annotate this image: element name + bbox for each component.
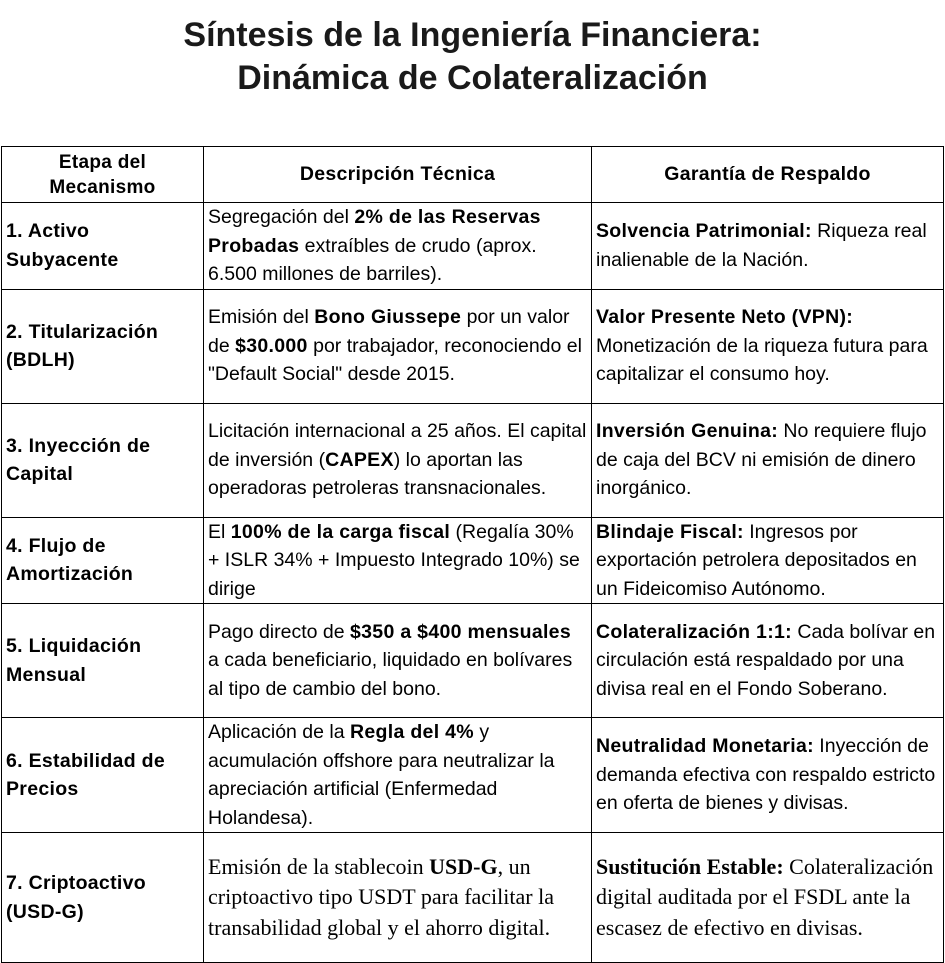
stage-cell: 4. Flujo de Amortización [2,517,204,604]
description-cell [204,833,592,963]
stage-cell: 7. Criptoactivo (USD-G) [2,833,204,963]
text-segment: Colateralización digital auditada por el FSDL ante la escasez de efectivo en divisas. [596,853,934,940]
page-title [0,14,945,100]
bold-text: Colateralización 1:1: [596,620,792,643]
table-row [2,289,944,403]
text-segment: , un criptoactivo tipo USDT para facilitar la transabilidad global y el ahorro digital. [208,853,554,940]
text-segment: Cada bolívar en circulación está respaldado por una divisa real en el Fondo Soberano. [596,620,936,700]
bold-text: 100% de la carga fiscal [230,520,451,543]
table-row [2,203,944,290]
bold-text: Valor Presente Neto (VPN): [596,306,854,329]
bold-text: Inversión Genuina: [596,420,779,443]
header-guarantee: Garantía de Respaldo [592,147,944,203]
guarantee-cell [592,833,944,963]
text-segment: ) lo aportan las operadoras petroleras transnacionales. [208,448,547,500]
header-stage: Etapa del Mecanismo [2,147,204,203]
table-row [2,718,944,833]
stage-cell: 6. Estabilidad de Precios [2,718,204,833]
text-segment: Inyección de demanda efectiva con respaldo estricto en oferta de bienes y divisas. [596,735,936,815]
synthesis-table [1,146,944,963]
text-segment: Segregación del [208,206,355,228]
text-segment: No requiere flujo de caja del BCV ni emisión de dinero inorgánico. [596,420,927,500]
description-cell [204,403,592,517]
text-segment: Pago directo de [208,620,351,643]
bold-text: Sustitución Estable: [596,853,784,879]
text-segment: y acumulación offshore para neutralizar la apreciación artificial (Enfermedad Holandesa). [208,721,555,829]
text-segment: Emisión de la stablecoin [208,853,430,879]
table-row [2,833,944,963]
table-row [2,403,944,517]
bold-text: Neutralidad Monetaria: [596,735,814,758]
guarantee-cell [592,403,944,517]
stage-cell: 2. Titularización (BDLH) [2,289,204,403]
description-cell [204,203,592,290]
bold-text: USD-G [429,853,498,879]
bold-text: Bono Giussepe [314,306,462,329]
text-segment: Aplicación de la [208,721,351,743]
header-row [2,147,944,203]
text-segment: El [208,520,231,543]
text-segment: por un valor de [208,306,570,357]
guarantee-cell [592,289,944,403]
text-segment: (Regalía 30% + ISLR 34% + Impuesto Integrado 10%) se dirige [208,520,580,600]
description-cell [204,718,592,833]
table-body [2,203,944,963]
table-row [2,604,944,718]
description-cell [204,604,592,718]
guarantee-cell [592,718,944,833]
stage-cell: 5. Liquidación Mensual [2,604,204,718]
table-row [2,517,944,604]
description-cell [204,289,592,403]
guarantee-cell [592,203,944,290]
bold-text: Blindaje Fiscal: [596,520,744,543]
bold-text: Solvencia Patrimonial: [596,220,812,243]
stage-cell: 3. Inyección de Capital [2,403,204,517]
bold-text: $350 a $400 mensuales [350,620,571,643]
title-line-2: Dinámica de Colateralización [237,59,708,97]
header-description: Descripción Técnica [204,147,592,203]
title-line-1: Síntesis de la Ingeniería Financiera: [183,16,762,54]
text-segment: Licitación internacional a 25 años. El capital de inversión ( [208,420,587,471]
text-segment: Ingresos por exportación petrolera depositados en un Fideicomiso Autónomo. [596,520,917,600]
text-segment: Riqueza real inalienable de la Nación. [596,220,927,271]
text-segment: extraíbles de crudo (aprox. 6.500 millones de barriles). [208,234,537,285]
text-segment: Emisión del [208,306,315,329]
bold-text: CAPEX [325,448,394,471]
bold-text: Regla del 4% [350,721,474,743]
bold-text: $30.000 [235,334,308,357]
guarantee-cell [592,517,944,604]
bold-text: 2% de las Reservas Probadas [208,206,541,257]
description-cell [204,517,592,604]
text-segment: Monetización de la riqueza futura para capitalizar el consumo hoy. [596,334,928,386]
text-segment: por trabajador, reconociendo el "Default Social" desde 2015. [208,334,582,386]
stage-cell: 1. Activo Subyacente [2,203,204,290]
text-segment: a cada beneficiario, liquidado en bolívares al tipo de cambio del bono. [208,649,573,700]
guarantee-cell [592,604,944,718]
